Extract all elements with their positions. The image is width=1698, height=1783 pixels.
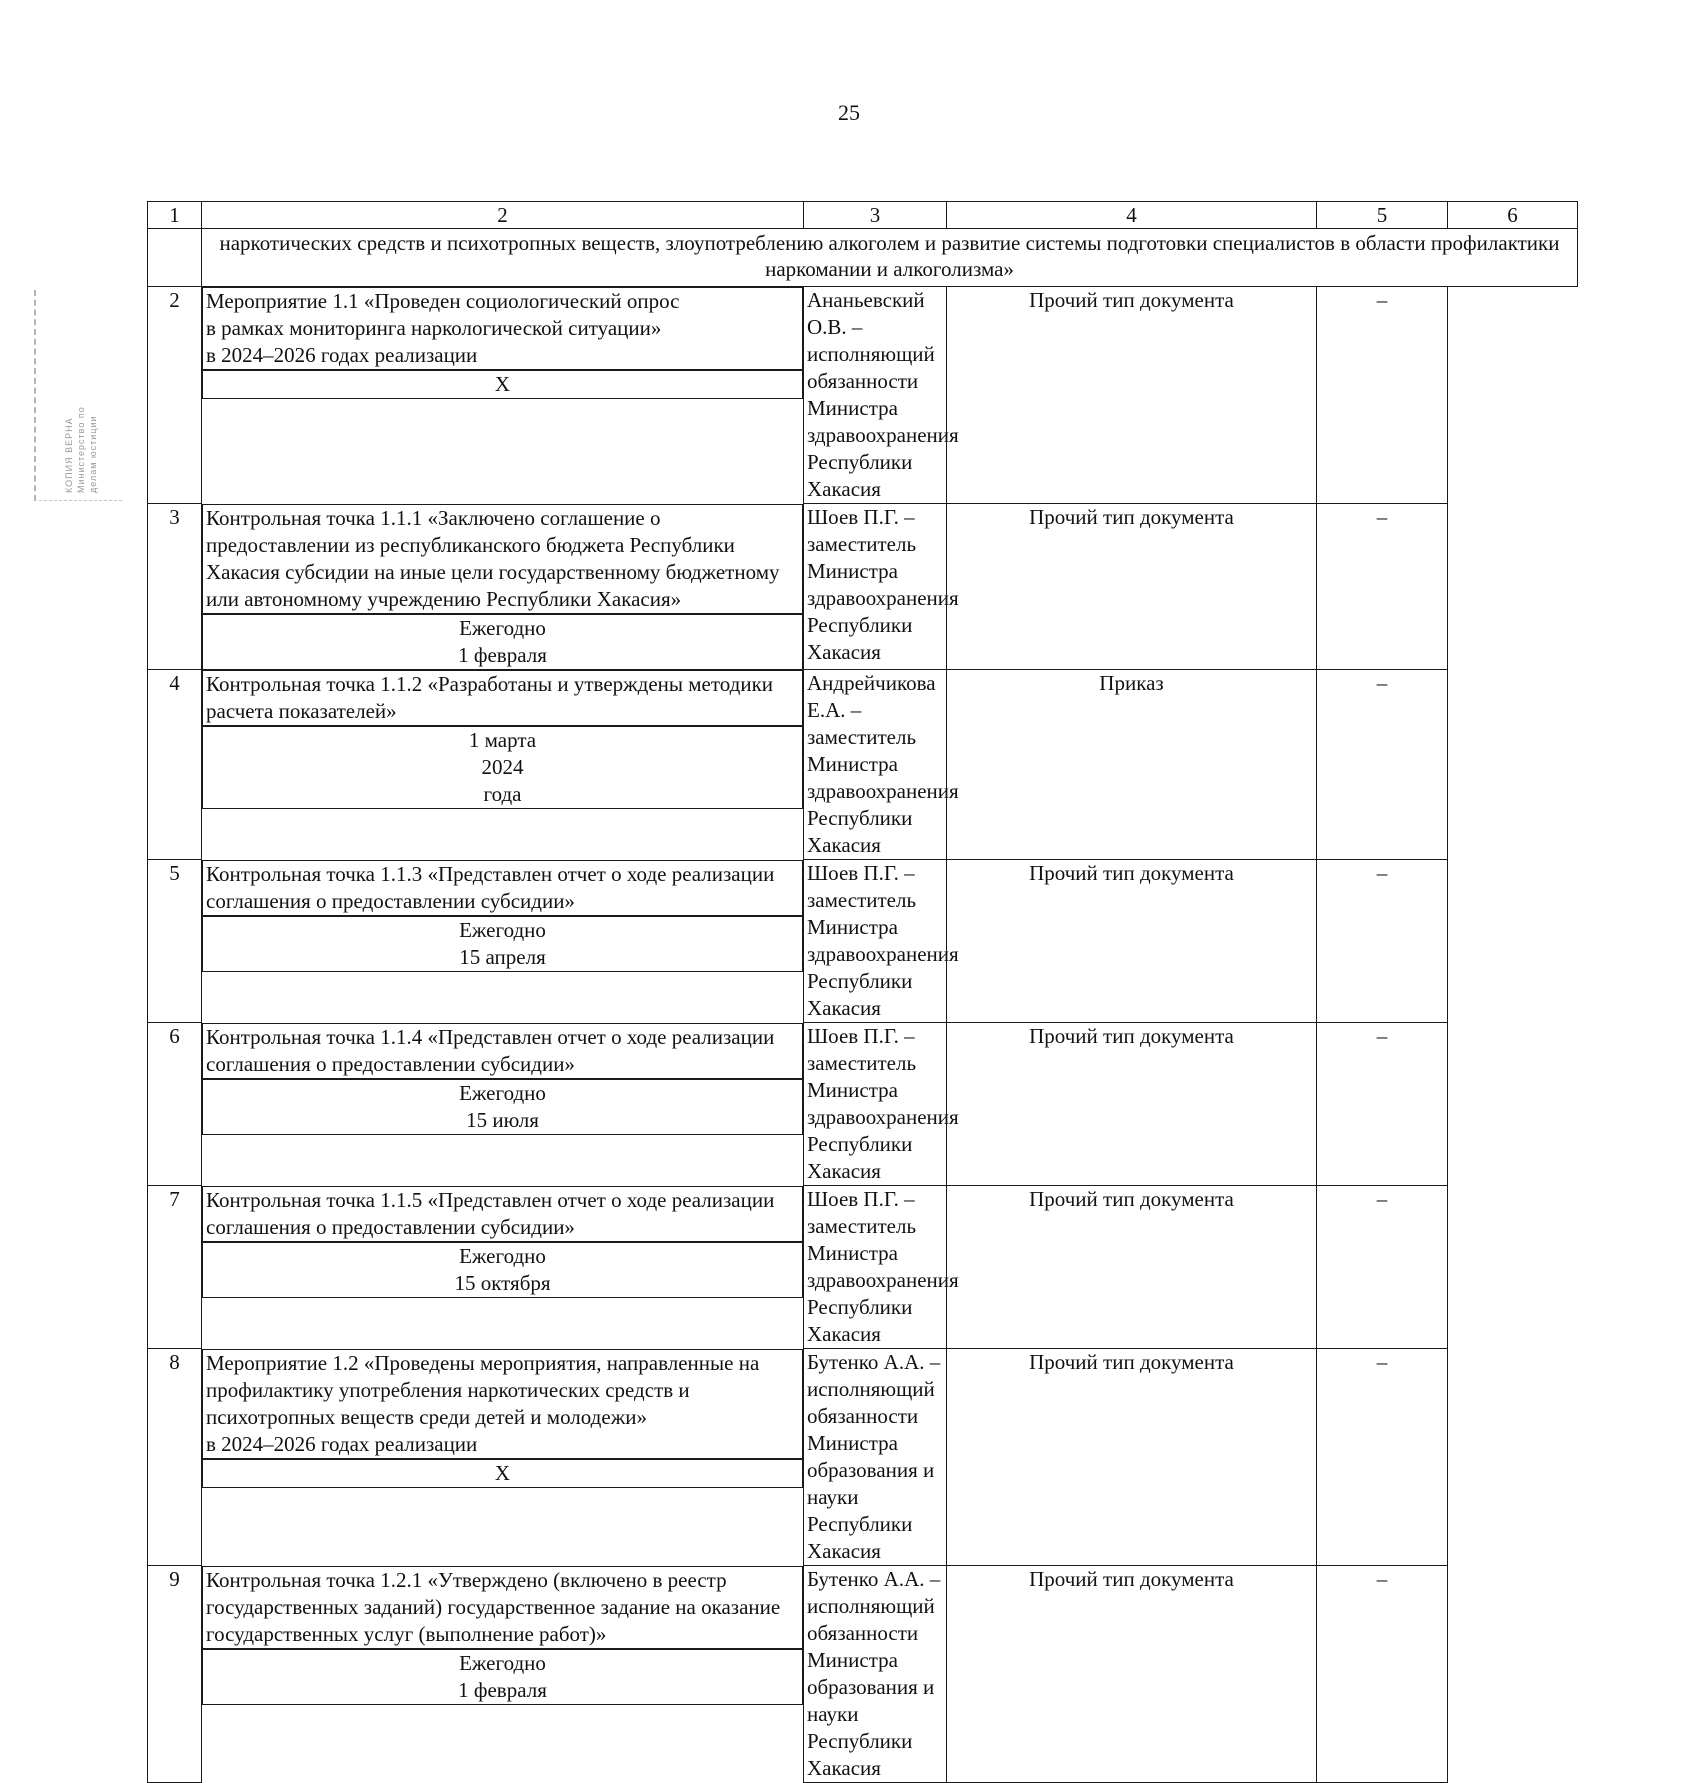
row-doc-type: Прочий тип документа xyxy=(947,860,1317,1023)
page-number: 25 xyxy=(838,100,860,125)
row-info: – xyxy=(1317,1186,1448,1349)
row-doc-type: Прочий тип документа xyxy=(947,504,1317,670)
plan-table xyxy=(147,201,1578,1783)
row-number: 6 xyxy=(148,1023,202,1186)
row-responsible: Ананьевский О.В. – исполняющий обязанности Министра здравоохранения Республики Хакасия xyxy=(804,287,947,504)
row-doc-type: Прочий тип документа xyxy=(947,287,1317,504)
row-number: 2 xyxy=(148,287,202,504)
table-row xyxy=(148,1023,1578,1186)
row-deadline: Ежегодно 15 октября xyxy=(202,1242,803,1298)
section-title: наркотических средств и психотропных веществ, злоупотреблению алкоголем и развитие системы подготовки специалистов в области профилактики наркомании и алкоголизма» xyxy=(202,229,1578,287)
stamp-text: КОПИЯ ВЕРНА Министерство по делам юстиции xyxy=(64,406,98,493)
row-info: – xyxy=(1317,1023,1448,1186)
table-row xyxy=(148,287,1578,504)
header-col-5: 5 xyxy=(1317,202,1448,229)
row-info: – xyxy=(1317,287,1448,504)
header-col-3: 3 xyxy=(804,202,947,229)
row-doc-type: Прочий тип документа xyxy=(947,1349,1317,1566)
table-row xyxy=(148,860,1578,1023)
row-doc-type: Прочий тип документа xyxy=(947,1566,1317,1783)
row-deadline: Ежегодно 1 февраля xyxy=(202,614,803,670)
table-row xyxy=(148,1566,1578,1783)
row-deadline: Х xyxy=(202,1459,803,1488)
row-number: 8 xyxy=(148,1349,202,1566)
row-deadline: Ежегодно 15 июля xyxy=(202,1079,803,1135)
row-event-name: Контрольная точка 1.1.1 «Заключено соглашение о предоставлении из республиканского бюджета Республики Хакасия субсидии на иные цели государственному бюджетному или автономному учреждению Республики Хакасия» xyxy=(202,504,803,614)
row-deadline: 1 марта 2024 года xyxy=(202,726,803,809)
row-number: 5 xyxy=(148,860,202,1023)
row-responsible: Шоев П.Г. – заместитель Министра здравоохранения Республики Хакасия xyxy=(804,1023,947,1186)
row-event-name: Мероприятие 1.1 «Проведен социологический опрос в рамках мониторинга наркологической ситуации» в 2024–2026 годах реализации xyxy=(202,287,803,370)
row-responsible: Бутенко А.А. – исполняющий обязанности Министра образования и науки Республики Хакасия xyxy=(804,1566,947,1783)
row-responsible: Андрейчикова Е.А. – заместитель Министра здравоохранения Республики Хакасия xyxy=(804,670,947,860)
row-number: 3 xyxy=(148,504,202,670)
row-event-name: Контрольная точка 1.1.2 «Разработаны и утверждены методики расчета показателей» xyxy=(202,670,803,726)
row-deadline: Ежегодно 15 апреля xyxy=(202,916,803,972)
row-info: – xyxy=(1317,670,1448,860)
row-doc-type: Приказ xyxy=(947,670,1317,860)
row-event-name: Контрольная точка 1.1.4 «Представлен отчет о ходе реализации соглашения о предоставлении субсидии» xyxy=(202,1023,803,1079)
row-deadline: Ежегодно 1 февраля xyxy=(202,1649,803,1705)
section-row xyxy=(148,229,1578,287)
row-info: – xyxy=(1317,1349,1448,1566)
header-col-2: 2 xyxy=(202,202,804,229)
row-event-name: Контрольная точка 1.1.3 «Представлен отчет о ходе реализации соглашения о предоставлении субсидии» xyxy=(202,860,803,916)
row-info: – xyxy=(1317,860,1448,1023)
table-row xyxy=(148,504,1578,670)
row-responsible: Шоев П.Г. – заместитель Министра здравоохранения Республики Хакасия xyxy=(804,504,947,670)
row-responsible: Бутенко А.А. – исполняющий обязанности Министра образования и науки Республики Хакасия xyxy=(804,1349,947,1566)
row-info: – xyxy=(1317,504,1448,670)
section-num-cell xyxy=(148,229,202,287)
row-responsible: Шоев П.Г. – заместитель Министра здравоохранения Республики Хакасия xyxy=(804,860,947,1023)
row-number: 4 xyxy=(148,670,202,860)
row-info: – xyxy=(1317,1566,1448,1783)
archive-stamp xyxy=(34,290,122,501)
row-responsible: Шоев П.Г. – заместитель Министра здравоохранения Республики Хакасия xyxy=(804,1186,947,1349)
row-event-name: Контрольная точка 1.1.5 «Представлен отчет о ходе реализации соглашения о предоставлении субсидии» xyxy=(202,1186,803,1242)
row-doc-type: Прочий тип документа xyxy=(947,1186,1317,1349)
header-col-1: 1 xyxy=(148,202,202,229)
row-doc-type: Прочий тип документа xyxy=(947,1023,1317,1186)
table-row xyxy=(148,1349,1578,1566)
row-number: 9 xyxy=(148,1566,202,1783)
row-number: 7 xyxy=(148,1186,202,1349)
header-col-4: 4 xyxy=(947,202,1317,229)
header-col-6: 6 xyxy=(1448,202,1578,229)
header-row xyxy=(148,202,1578,229)
table-row xyxy=(148,670,1578,860)
row-deadline: Х xyxy=(202,370,803,399)
row-event-name: Мероприятие 1.2 «Проведены мероприятия, направленные на профилактику употребления наркотических средств и психотропных веществ среди детей и молодежи» в 2024–2026 годах реализации xyxy=(202,1349,803,1459)
table-row xyxy=(148,1186,1578,1349)
row-event-name: Контрольная точка 1.2.1 «Утверждено (включено в реестр государственных заданий) государственное задание на оказание государственных услуг (выполнение работ)» xyxy=(202,1566,803,1649)
